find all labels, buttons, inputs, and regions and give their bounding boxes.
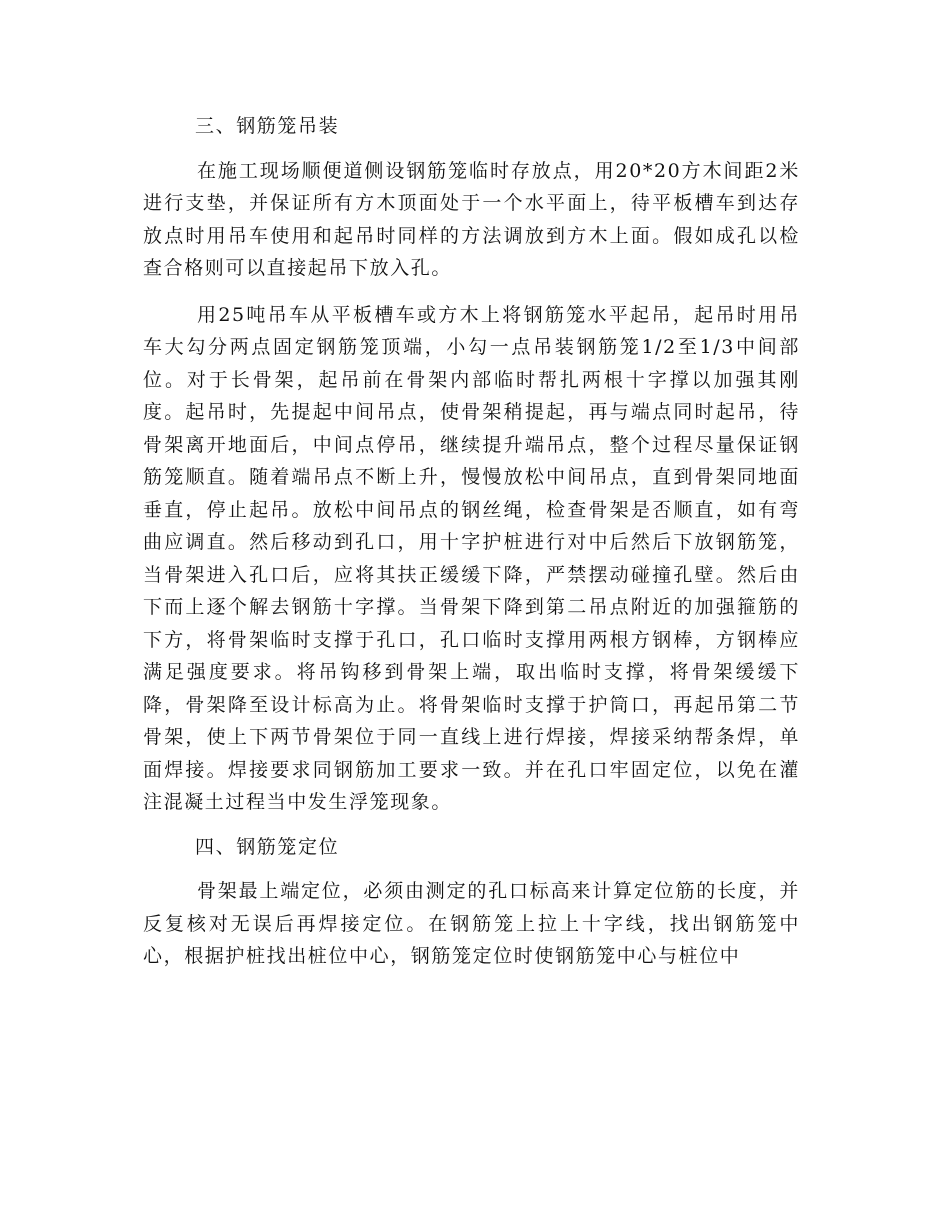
spacer [143, 863, 800, 875]
spacer [143, 143, 800, 155]
paragraph-positioning: 骨架最上端定位，必须由测定的孔口标高来计算定位筋的长度，并反复核对无误后再焊接定位。在钢筋笼上拉上十字线，找出钢筋笼中心，根据护桩找出桩位中心，钢筋笼定位时使钢筋笼中心与桩位中 [143, 880, 800, 967]
paragraph-lifting: 用25吨吊车从平板槽车或方木上将钢筋笼水平起吊，起吊时用吊车大勾分两点固定钢筋笼顶端，小勾一点吊装钢筋笼1/2至1/3中间部位。对于长骨架，起吊前在骨架内部临时帮扎两根十字撑以加强其刚度。起吊时，先提起中间吊点，使骨架稍提起，再与端点同时起吊，待骨架离开地面后，中间点停吊，继续提升端吊点，整个过程尽量保证钢筋笼顺直。随着端吊点不断上升，慢慢放松中间吊点，直到骨架同地面垂直，停止起吊。放松中间吊点的钢丝绳，检查骨架是否顺直，如有弯曲应调直。然后移动到孔口，用十字护桩进行对中后然后下放钢筋笼，当骨架进入孔口后，应将其扶正缓缓下降，严禁摆动碰撞孔壁。然后由下而上逐个解去钢筋十字撑。当骨架下降到第二吊点附近的加强箍筋的下方，将骨架临时支撑于孔口，孔口临时支撑用两根方钢棒，方钢棒应满足强度要求。将吊钩移到骨架上端，取出临时支撑，将骨架缓缓下降，骨架降至设计标高为止。将骨架临时支撑于护筒口，再起吊第二节骨架，使上下两节骨架位于同一直线上进行焊接，焊接采纳帮条焊，单面焊接。焊接要求同钢筋加工要求一致。并在孔口牢固定位，以免在灌注混凝土过程当中发生浮笼现象。 [143, 303, 800, 813]
section-heading-4: 四、钢筋笼定位 [195, 835, 340, 858]
section-heading-3: 三、钢筋笼吊装 [195, 115, 340, 137]
document-body [143, 110, 800, 973]
spacer [143, 819, 800, 831]
spacer [143, 285, 800, 299]
paragraph-storage: 在施工现场顺便道侧设钢筋笼临时存放点，用20*20方木间距2米进行支垫，并保证所有方木顶面处于一个水平面上，待平板槽车到达存放点时用吊车使用和起吊时同样的方法调放到方木上面。假如成孔以检查合格则可以直接起吊下放入孔。 [143, 159, 800, 279]
